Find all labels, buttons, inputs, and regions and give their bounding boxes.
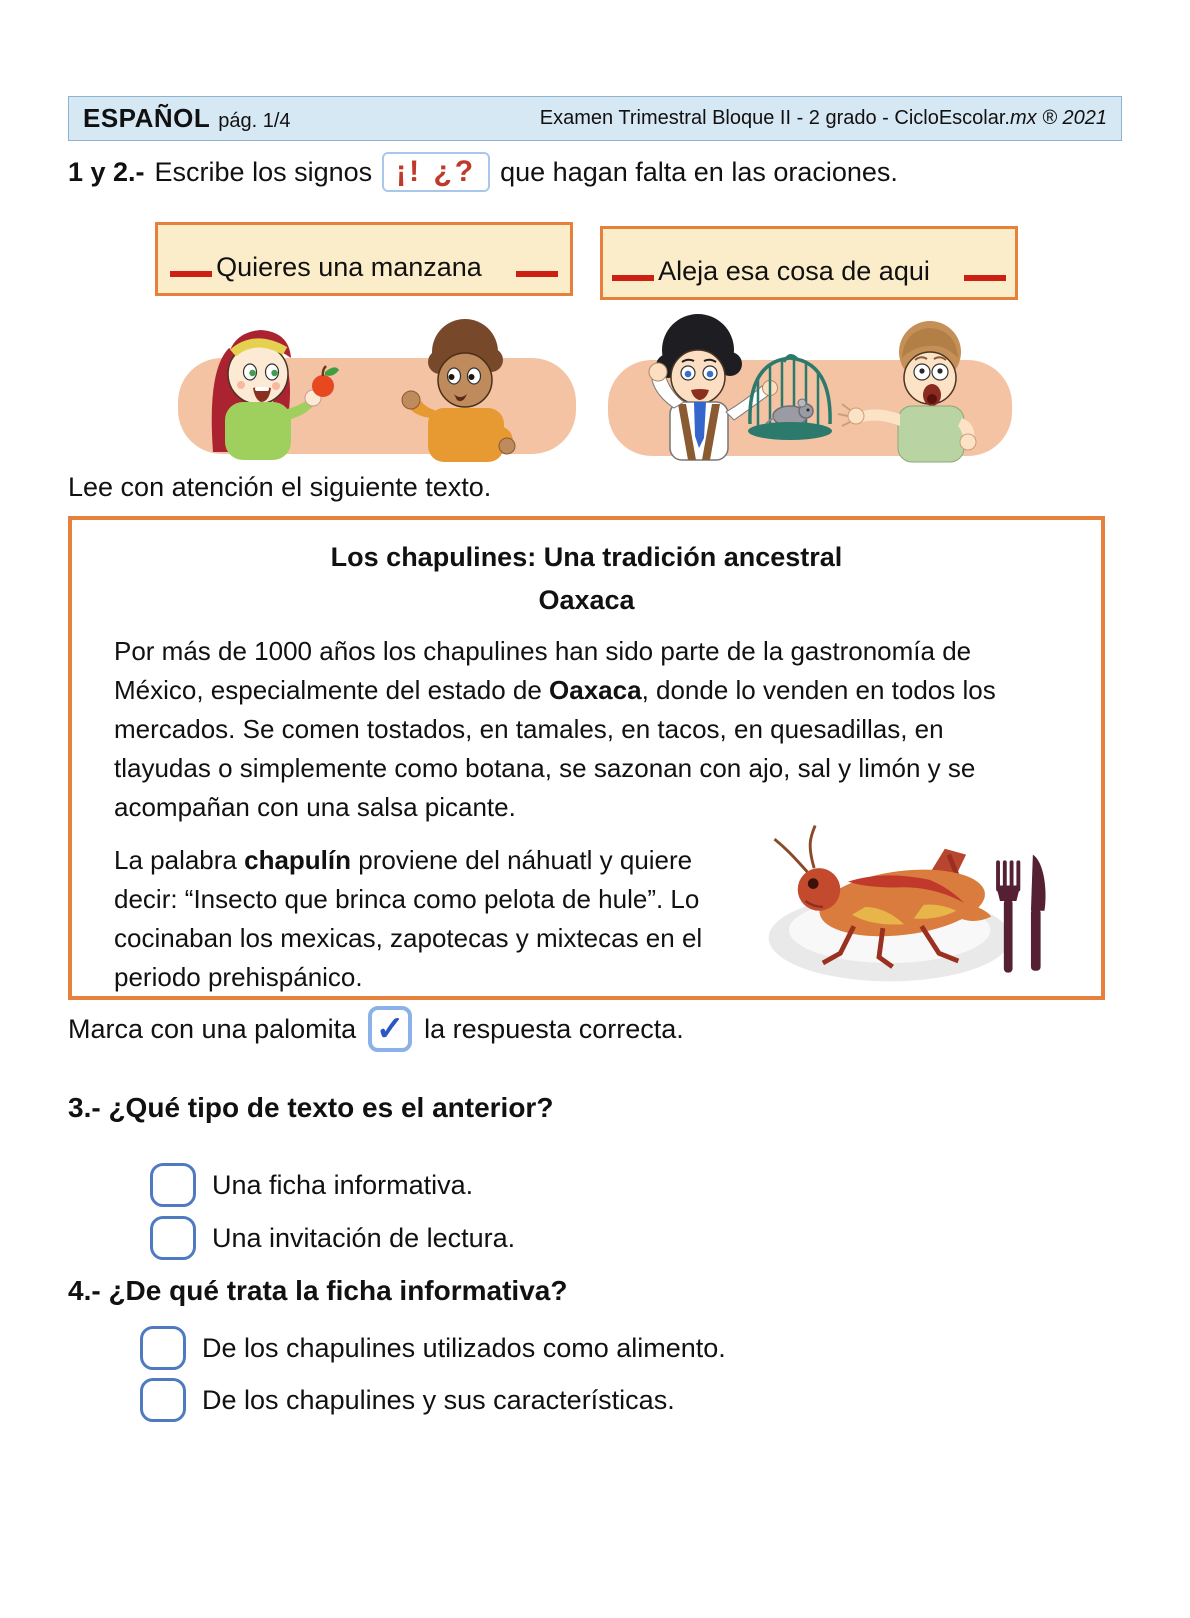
p1-text: Por más de 1000 años los chapulines han sido parte de la gastronomía de México, especialmente del estado de bbox=[114, 636, 972, 705]
sentence-box-1 bbox=[155, 222, 573, 296]
girl-offering-apple-illustration bbox=[163, 300, 588, 470]
question-4-heading: 4.- ¿De qué trata la ficha informativa? bbox=[68, 1275, 568, 1306]
checkbox-q4-option-1[interactable] bbox=[140, 1326, 186, 1370]
question-3-heading: 3.- ¿Qué tipo de texto es el anterior? bbox=[68, 1092, 554, 1123]
p2-text-cont: proviene del náhuatl y quiere decir: “Insecto que brinca como pelota de hule”. Lo cocinaban los mexicas, zapotecas y mixtecas en el periodo prehispánico. bbox=[114, 845, 703, 992]
exam-title-text: Examen Trimestral Bloque II - 2 grado - CicloEscolar. bbox=[539, 107, 1010, 129]
checkbox-q4-option-2[interactable] bbox=[140, 1378, 186, 1422]
passage-title: Los chapulines: Una tradición ancestral bbox=[330, 542, 843, 572]
passage-paragraph-1 bbox=[114, 632, 1039, 827]
read-instruction: Lee con atención el siguiente texto. bbox=[68, 472, 492, 502]
answer-blank[interactable] bbox=[964, 275, 1006, 281]
subject-title: ESPAÑOL bbox=[83, 103, 211, 133]
grasshopper-on-plate-illustration bbox=[759, 807, 1059, 997]
sentence-2-text: Aleja esa cosa de aqui bbox=[658, 256, 930, 286]
p1-text-cont: , donde lo venden en todos los mercados. Se comen tostados, en tamales, en tacos, en quesadillas, en tlayudas o simplemente como botana, se sazonan con ajo, sal y limón y se acompañan con una salsa picante. bbox=[114, 675, 996, 822]
q3-option-1-label: Una ficha informativa. bbox=[212, 1169, 474, 1200]
exam-title-brand: mx ® 2021 bbox=[1009, 107, 1107, 129]
checkbox-q3-option-1[interactable] bbox=[150, 1163, 196, 1207]
mark-instruction bbox=[68, 1006, 684, 1052]
p2-text: La palabra bbox=[114, 845, 245, 875]
question-3-option-1 bbox=[150, 1163, 473, 1207]
q4-option-2-label: De los chapulines y sus características. bbox=[202, 1384, 675, 1415]
question-1-2-text-before: Escribe los signos bbox=[154, 156, 373, 187]
sentence-1-text: Quieres una manzana bbox=[216, 252, 482, 282]
passage-paragraph-2 bbox=[114, 841, 759, 997]
passage-subtitle: Oaxaca bbox=[538, 585, 635, 615]
boy-with-mouse-cage-illustration bbox=[598, 300, 1023, 470]
question-1-2 bbox=[68, 152, 898, 192]
sentence-box-2 bbox=[600, 226, 1018, 300]
checkbox-q3-option-2[interactable] bbox=[150, 1216, 196, 1260]
answer-blank[interactable] bbox=[516, 271, 558, 277]
q4-option-1-label: De los chapulines utilizados como alimento. bbox=[202, 1332, 726, 1363]
question-1-2-number: 1 y 2.- bbox=[68, 156, 145, 187]
passage-row-2 bbox=[114, 841, 1059, 997]
answer-blank[interactable] bbox=[612, 275, 654, 281]
q3-option-2-label: Una invitación de lectura. bbox=[212, 1222, 516, 1253]
question-3-option-2 bbox=[150, 1216, 515, 1260]
page-number: pág. 1/4 bbox=[218, 110, 291, 132]
question-4-option-1 bbox=[140, 1326, 726, 1370]
reading-passage-box bbox=[68, 516, 1105, 1000]
question-1-2-text-after: que hagan falta en las oraciones. bbox=[500, 156, 898, 187]
header-left bbox=[83, 103, 291, 134]
checkmark-icon: ✓ bbox=[368, 1006, 412, 1052]
p1-bold-oaxaca: Oaxaca bbox=[549, 675, 642, 705]
answer-blank[interactable] bbox=[170, 271, 212, 277]
punctuation-signs-box: ¡! ¿? bbox=[382, 152, 490, 192]
p2-bold-chapulin: chapulín bbox=[244, 845, 352, 875]
mark-text-after: la respuesta correcta. bbox=[424, 1013, 684, 1044]
question-4-option-2 bbox=[140, 1378, 675, 1422]
mark-text-before: Marca con una palomita bbox=[68, 1013, 357, 1044]
exam-title bbox=[540, 107, 1107, 130]
page-header bbox=[68, 96, 1122, 141]
